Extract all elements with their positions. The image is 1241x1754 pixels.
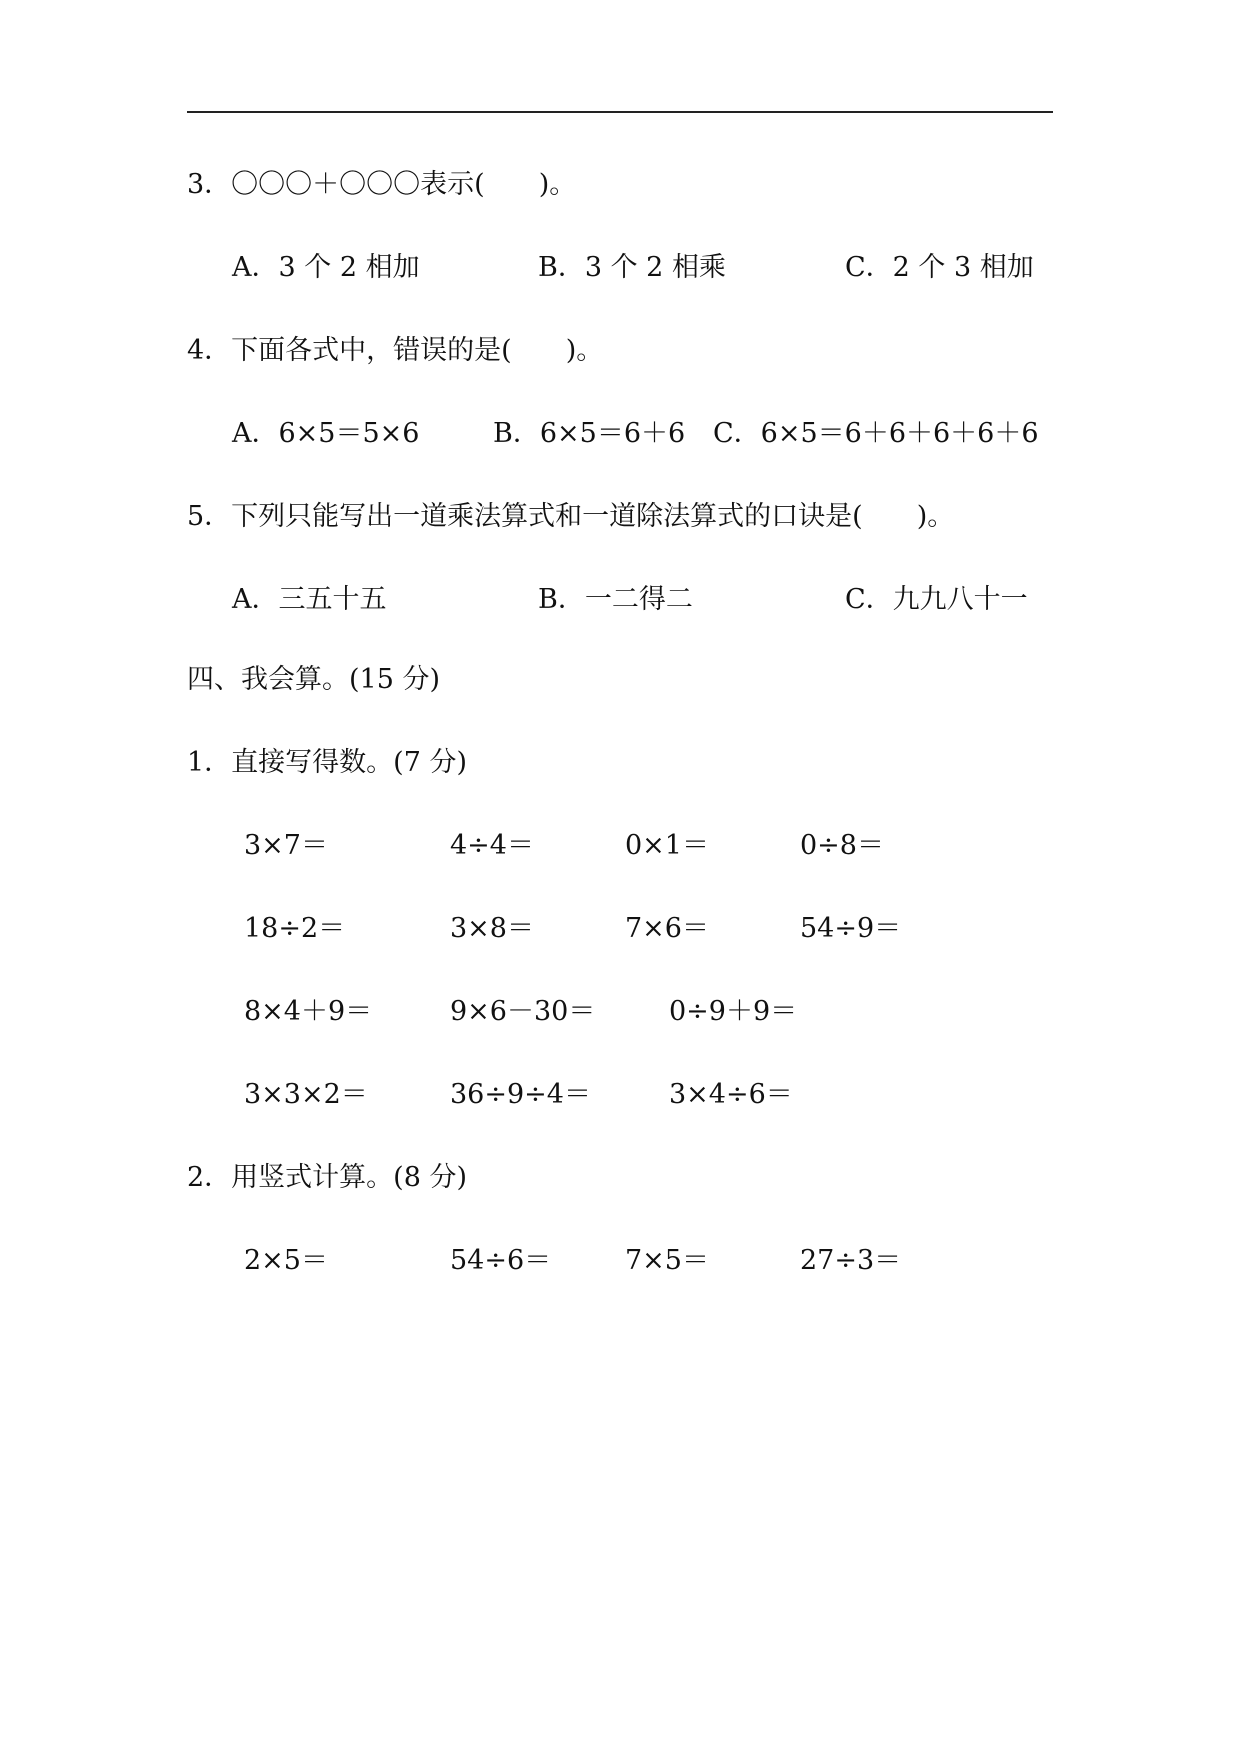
question-5-option-a: A．三五十五 <box>232 584 387 615</box>
calc-item: 3×4÷6＝ <box>669 1079 793 1110</box>
calc-item: 3×8＝ <box>450 913 534 944</box>
calc-item: 3×3×2＝ <box>244 1079 368 1110</box>
question-5-option-c: C．九九八十一 <box>845 584 1028 615</box>
calc-item: 36÷9÷4＝ <box>450 1079 591 1110</box>
part-2-title: 2．用竖式计算。(8 分) <box>187 1162 468 1193</box>
vertical-calc-item: 2×5＝ <box>244 1245 328 1276</box>
question-4-option-b: B．6×5＝6＋6 <box>493 418 686 449</box>
question-5-option-b: B．一二得二 <box>538 584 693 615</box>
calc-item: 3×7＝ <box>244 830 328 861</box>
calc-item: 0÷9＋9＝ <box>669 996 798 1027</box>
calc-item: 0×1＝ <box>625 830 709 861</box>
section-4-title: 四、我会算。(15 分) <box>187 664 441 695</box>
header-rule <box>187 111 1053 113</box>
part-1-title: 1．直接写得数。(7 分) <box>187 747 468 778</box>
question-3-option-c: C．2 个 3 相加 <box>845 252 1034 283</box>
calc-item: 7×6＝ <box>625 913 709 944</box>
calc-item: 18÷2＝ <box>244 913 346 944</box>
question-3-option-a: A．3 个 2 相加 <box>232 252 420 283</box>
question-5-stem: 5．下列只能写出一道乘法算式和一道除法算式的口诀是( )。 <box>187 501 955 532</box>
vertical-calc-item: 27÷3＝ <box>800 1245 902 1276</box>
question-4-option-c: C．6×5＝6＋6＋6＋6＋6 <box>713 418 1039 449</box>
calc-item: 8×4＋9＝ <box>244 996 373 1027</box>
calc-item: 9×6－30＝ <box>450 996 596 1027</box>
vertical-calc-item: 7×5＝ <box>625 1245 709 1276</box>
calc-item: 54÷9＝ <box>800 913 902 944</box>
question-4-stem: 4．下面各式中，错误的是( )。 <box>187 335 604 366</box>
vertical-calc-item: 54÷6＝ <box>450 1245 552 1276</box>
calc-item: 0÷8＝ <box>800 830 884 861</box>
question-3-option-b: B．3 个 2 相乘 <box>538 252 726 283</box>
question-3-stem: 3．〇〇〇＋〇〇〇表示( )。 <box>187 169 577 200</box>
calc-item: 4÷4＝ <box>450 830 534 861</box>
question-4-option-a: A．6×5＝5×6 <box>232 418 420 449</box>
